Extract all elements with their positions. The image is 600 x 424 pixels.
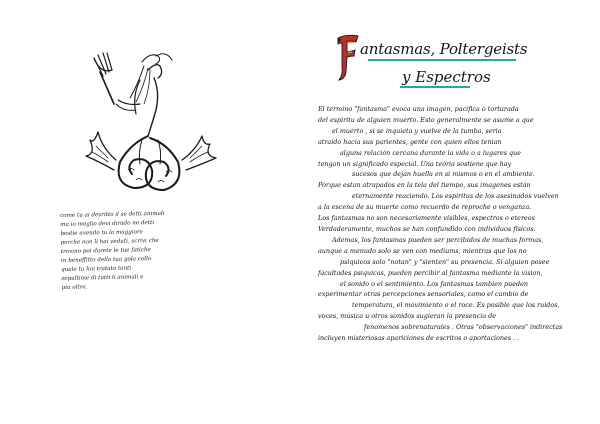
- text-line: sucesos que dejan huella en si mismos o en el ambiente.: [352, 170, 535, 179]
- left-page-notes: [60, 208, 247, 293]
- text-line: del espiritu de alguien muerto. Esto generalmente se asume a que: [318, 115, 534, 124]
- note-line: sepultime di tutti li animali e: [61, 274, 144, 282]
- title-underline: [368, 59, 516, 61]
- text-line: a la escena de su muerte como recuerdo de reproche o venganza.: [318, 203, 532, 212]
- text-line: el muerto , si se inquieta y vuelve de la tumba, seria: [332, 126, 502, 135]
- text-line: incluyen misteriosas apariciones de escritos o aportaciones . .: [318, 334, 520, 343]
- text-line: experimentar otras percepciones sensoriales, como el cambio de: [318, 290, 529, 299]
- note-line: piu oltre.: [61, 284, 88, 291]
- text-line: eternamente reaciendo. Los espiritus de los asesinados vuelven: [352, 192, 559, 201]
- text-line: Ademas, los fantasmas pueden ser percibidos de muchas formas,: [332, 235, 544, 244]
- note-line: bestie avendo tu la maggiore: [60, 229, 144, 237]
- body-text: [318, 104, 564, 344]
- note-line: come tu ai desritto il se detti animali: [60, 210, 165, 219]
- text-line: fenomenos sobrenaturales . Otras "observaciones" indirectas: [364, 323, 563, 332]
- text-line: tengan un significado especial. Una teoria sostiene que hay: [318, 159, 512, 168]
- note-line: quale tu hai tratato tanti: [61, 265, 132, 273]
- note-line: in beneffitto della tua gola collo: [60, 256, 152, 264]
- text-line: el sonido o el sentimiento. Los fantasmas tambien pueden: [340, 279, 529, 288]
- note-line: ma io meglio devi dirado ne detti: [60, 220, 155, 228]
- note-line: trovino poi darete le tue fatiche: [60, 247, 151, 255]
- text-line: aunque a menudo solo se ven con mediums, mientras que los no: [318, 246, 527, 255]
- page-subtitle: y Espectros: [402, 68, 491, 86]
- text-line: Porque estan atrapados en la tela del tiempo, sus imagenes están: [318, 181, 531, 190]
- text-line: psiquicos solo "notan" y "sienten" su presencia. Si alguien posee: [340, 257, 550, 266]
- text-line: Los fantasmas no son necesariamente visibles, espectros o etereos: [318, 214, 535, 223]
- text-line: atraido hacia sus parientes, gente con quien ellos tenian: [318, 137, 502, 146]
- text-line: alguna relación cercana durante la vida o a lugares que: [340, 148, 522, 157]
- illuminated-drop-cap: [334, 32, 360, 82]
- page-title: antasmas, Poltergeists: [360, 40, 528, 58]
- subtitle-underline: [400, 86, 470, 88]
- text-line: facultades psiquicas, pueden percibir al fantasma mediante la vision,: [318, 268, 543, 277]
- mermaid-serpent-sketch: [70, 40, 245, 215]
- text-line: voces, música u otros sonidos sugieran la presencia de: [318, 312, 497, 321]
- text-line: El termino "fantasma" evoca una imagen, pacifica o torturada: [318, 105, 519, 113]
- text-line: temperatura, el movimiento o el roce. Es posible que los ruidos,: [352, 301, 560, 310]
- page-heading: [312, 28, 580, 100]
- note-line: perche non li hai veduti, scrivi che: [60, 237, 159, 246]
- text-line: Verdaderamente, muchos se han confundido con individuos físicos.: [318, 224, 536, 233]
- right-page: [312, 28, 580, 408]
